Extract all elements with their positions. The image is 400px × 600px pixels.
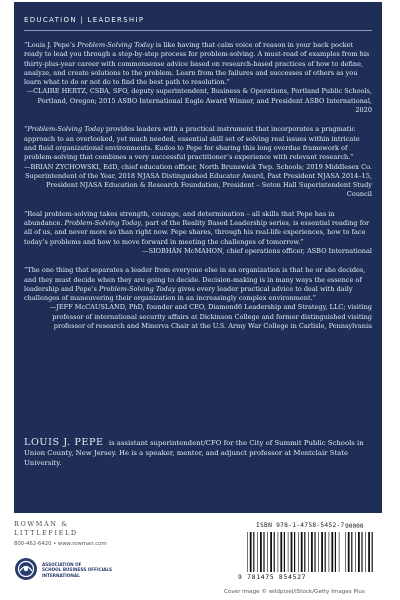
barcode-stripe [368, 532, 370, 572]
asbo-logo [14, 557, 164, 583]
barcode-stripe [348, 532, 350, 572]
barcode-stripe [351, 532, 352, 572]
barcode-stripe [274, 532, 275, 572]
author-bio [24, 438, 370, 468]
barcode-stripe [361, 532, 362, 572]
barcode-stripe [250, 532, 252, 572]
publisher-contact: 800-462-6420 • www.rowman.com [14, 541, 107, 547]
barcode-stripe [288, 532, 289, 572]
barcode-stripe [267, 532, 268, 572]
publisher-logo [14, 520, 154, 547]
barcode-stripe [270, 532, 272, 572]
barcode-stripe [304, 532, 305, 572]
publisher-name-line2: LITTLEFIELD [14, 529, 78, 537]
barcode-stripe [284, 532, 285, 572]
barcode-bars [247, 532, 341, 572]
barcode-stripe [280, 532, 282, 572]
book-title: Problem-Solving Today [27, 125, 104, 134]
barcode-stripe [372, 532, 373, 572]
barcode-stripe [253, 532, 254, 572]
endorsement-text: “Problem-Solving Today provides leaders with a practical instrument that incorporates a pragmatic approach to an overlooked, yet much needed, essential skill set of solving real issues within intricate and fluid organizational environments. Kudos to Pepe for sharing this long overdue framework of problem-solving that combines a very successful practitioner’s experience with relevant research.” [24, 125, 360, 162]
endorsement-attribution: —SIOBHÁN McMAHON, chief operations officer, ASBO International [142, 246, 372, 255]
barcode-stripe [260, 532, 262, 572]
endorsement-attribution: —BRIAN ZYCHOWSKI, EdD, chief education officer, North Brunswick Twp. Schools; 2019 Middlesex Co. Superintendent of the Year, 2018 NJASA Distinguished Educator Award, Past President NJASA 2014–15, President NJASA Education & Research Foundation, President – Seton Hall Superintendent Study Council [24, 162, 372, 199]
barcode-stripe [325, 532, 326, 572]
endorsement-text: “Louis J. Pepe’s Problem-Solving Today is like having that calm voice of reason in your back pocket ready to lead you through a step-by-step process for problem-solving. A must-read of examples from his thirty-plus-year career with commonsense advice based on research-based practices of how to define, analyze, and create solutions to the problem. Learn from the failures and successes of others as you learn what to do or not do to find the best path to resolution.” [24, 41, 370, 87]
endorsements [24, 41, 372, 341]
barcode-addon-bars [345, 532, 373, 572]
asbo-name: ASSOCIATION OF SCHOOL BUSINESS OFFICIALS INTERNATIONAL [42, 562, 113, 578]
asbo-emblem-icon [14, 557, 38, 581]
barcode-stripe [294, 532, 295, 572]
barcode-stripe [291, 532, 293, 572]
endorsement-text: “The one thing that separates a leader from everyone else in an organization is that he or she decides, and they must decide when they are going to decide. Decision-making is in many ways the essence of leadership and Pepe’s Problem-Solving Today gives every leader practical advice to deal with daily challenges of maneuvering their organization in an increasingly complex environment.” [24, 266, 366, 303]
barcode-stripe [247, 532, 248, 572]
barcode-stripe [339, 532, 340, 572]
barcode-stripe [314, 532, 315, 572]
barcode-stripe [331, 532, 333, 572]
barcode-stripe [355, 532, 356, 572]
barcode-stripe [329, 532, 330, 572]
publisher-name-line1: ROWMAN & [14, 520, 69, 528]
endorsement-1 [24, 41, 372, 115]
price-code: 90000 [345, 523, 364, 530]
barcode-stripe [278, 532, 279, 572]
endorsement-3 [24, 210, 372, 256]
barcode-stripe [345, 532, 346, 572]
barcode-stripe [321, 532, 323, 572]
barcode-stripe [318, 532, 319, 572]
book-title: Problem-Solving Today [77, 41, 154, 49]
isbn-label: ISBN 978-1-4758-5452-7 [256, 522, 345, 529]
book-title: Problem-Solving Today [64, 219, 141, 228]
cover-image-credit: Cover image © wildpixel/iStock/Getty Images Plus [224, 589, 365, 595]
endorsement-text: “Real problem-solving takes strength, courage, and determination – all skills that Pepe has in abundance. Problem-Solving Today, part of the Reality Based Leadership series, is essential reading for all of us, and never more so than right now. Pepe shares, through his real-life experiences, how to face today’s problems and how to move forward in meeting the challenges of tomorrow.” [24, 209, 370, 246]
barcode-stripe [311, 532, 313, 572]
barcode [237, 522, 382, 586]
author-name: LOUIS J. PEPE [24, 437, 104, 448]
barcode-stripe [365, 532, 366, 572]
endorsement-attribution: —CLAIRE HERTZ, CSBA, SFO, deputy superintendent, Business & Operations, Portland Public Schools, Portland, Oregon; 2015 ASBO International Eagle Award Winner, and President ASBO International, 2020 [26, 87, 372, 115]
author-bio-text: is assistant superintendent/CFO for the City of Summit Public Schools in Union County, New Jersey. He is a speaker, mentor, and adjunct professor at Montclair State University. [24, 439, 364, 467]
barcode-stripe [263, 532, 264, 572]
barcode-stripe [301, 532, 303, 572]
barcode-stripe [257, 532, 258, 572]
endorsement-4 [24, 266, 372, 331]
book-title: Problem-Solving Today [98, 284, 176, 293]
endorsement-attribution: —JEFF McCAUSLAND, PhD, founder and CEO, Diamond6 Leadership and Strategy, LLC; visiting professor of international security affairs at Dickinson College and former distinguished visiting professor of research and Minerva Chair at the U.S. Army War College in Carlisle, Pennsylvania [49, 303, 372, 331]
barcode-digits: 9 781475 854527 [238, 573, 307, 581]
barcode-stripe [335, 532, 336, 572]
blurb-panel [14, 2, 382, 513]
barcode-stripe [308, 532, 309, 572]
category-divider [24, 30, 372, 31]
barcode-stripe [298, 532, 299, 572]
category-label: EDUCATION | LEADERSHIP [24, 16, 145, 24]
endorsement-2 [24, 125, 372, 199]
barcode-stripe [358, 532, 360, 572]
